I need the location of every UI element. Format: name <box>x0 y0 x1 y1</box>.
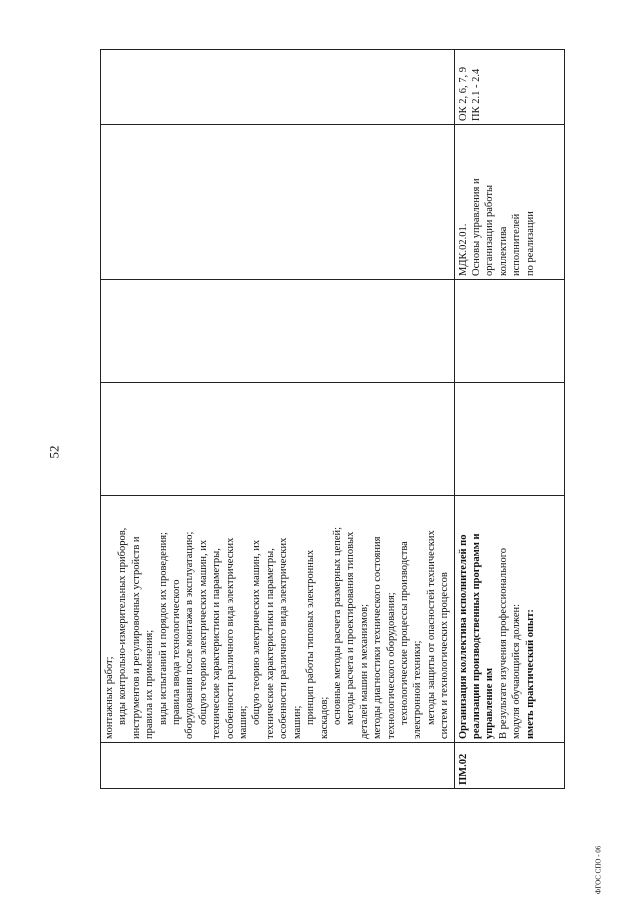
cell-empty <box>101 383 455 496</box>
cell-competences: ОК 2, 6, 7, 9 ПК 2.1 - 2.4 <box>454 50 564 125</box>
curriculum-table <box>100 49 565 789</box>
table-row-knowledge <box>101 50 455 789</box>
cell-mdk: МДК.02.01. Основы управления и организации работы коллектива исполнителей по реализации <box>454 125 564 280</box>
curriculum-table-wrap <box>100 50 565 789</box>
cell-knowledge-list: монтажных работ; виды контрольно-измерительных приборов, инструментов и регулировочных устройств и правила их применения; виды испытаний и порядок их проведения; правила ввода технологического оборудования после монтажа в эксплуатацию; общую теорию электрических машин, их технические характеристики и параметры, особенности различного вида электрических машин; общую теорию электрических машин, их технические характеристики и параметры, особенности различного вида электрических машин; принцип работы типовых электронных каскадов; основные методы расчета размерных цепей; методы расчета и проектирования типовых деталей машин и механизмов; методы диагностики технического состояния технологического оборудования; технологические процессы производства электронной техники; методы защиты от опасностей технических систем и технологических процессов <box>101 496 455 743</box>
cell-empty <box>454 383 564 496</box>
footer-code: ФГОС СПО - 06 <box>594 845 603 895</box>
cell-empty <box>101 280 455 383</box>
cell-empty <box>454 280 564 383</box>
cell-index-empty <box>101 743 455 789</box>
cell-module-description: Организация коллектива исполнителей по реализации производственных программ и управление им В результате изучения профессионального модуля обучающийся должен: иметь практический опыт: <box>454 496 564 743</box>
table-row-pm02 <box>454 50 564 789</box>
cell-empty <box>101 125 455 280</box>
cell-module-code: ПМ.02 <box>454 743 564 789</box>
page-number: 52 <box>46 445 61 459</box>
cell-empty <box>101 50 455 125</box>
